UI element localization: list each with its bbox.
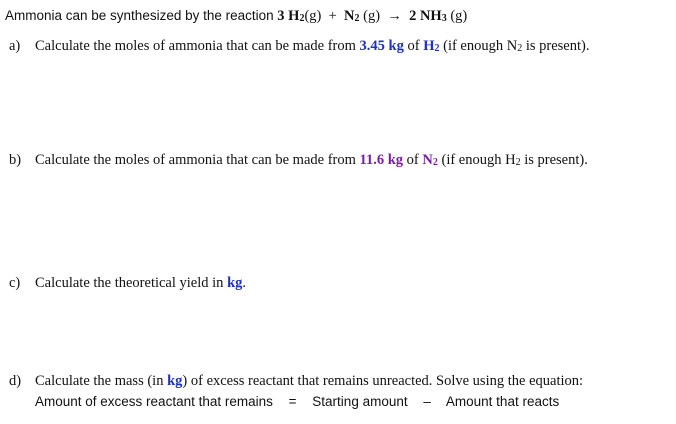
question-b [9, 152, 588, 169]
eq-nh3: 2 NH [409, 8, 442, 24]
eq-plus: + [328, 8, 337, 24]
question-b-of: of [406, 152, 419, 168]
question-d-unit: kg [167, 373, 183, 389]
eq-n2: N [344, 8, 355, 24]
question-b-condition-end: is present). [520, 152, 588, 168]
excess-equation-equals: = [288, 394, 297, 409]
question-a-element-symbol: H [423, 38, 435, 54]
question-d-label: d) [9, 373, 22, 389]
question-c-text: Calculate the theoretical yield in [35, 275, 224, 291]
eq-h2-phase: (g) [304, 8, 322, 24]
eq-n2-phase: (g) [359, 8, 381, 24]
excess-equation-start: Starting amount [312, 394, 408, 409]
reaction-equation [277, 8, 467, 24]
excess-equation [35, 394, 559, 409]
question-c-label: c) [9, 275, 21, 291]
question-a-label: a) [9, 38, 21, 54]
question-d-text: Calculate the mass (in [35, 373, 164, 389]
question-a-element-sub: 2 [434, 43, 440, 54]
question-b-condition-sub: 2 [515, 157, 521, 168]
question-a-of: of [407, 38, 420, 54]
excess-equation-minus: – [423, 394, 431, 409]
question-a-condition-sub: 2 [517, 43, 523, 54]
intro-line [5, 8, 467, 25]
question-a [9, 38, 589, 55]
question-a-condition-end: is present). [522, 38, 590, 54]
question-a-condition: (if enough N [443, 38, 518, 54]
question-b-amount: 11.6 kg [359, 152, 404, 168]
eq-nh3-sub: 3 [441, 13, 447, 24]
question-b-label: b) [9, 152, 22, 168]
question-c-end: . [242, 275, 247, 291]
question-d [9, 373, 583, 390]
question-c [9, 275, 246, 292]
question-c-unit: kg [227, 275, 243, 291]
eq-nh3-phase: (g) [446, 8, 468, 24]
reaction-arrow-icon: → [387, 8, 402, 24]
question-b-condition: (if enough H [441, 152, 516, 168]
excess-equation-right: Amount that reacts [445, 394, 560, 409]
eq-h2-coef: 3 H [277, 8, 300, 24]
excess-equation-left: Amount of excess reactant that remains [35, 394, 273, 409]
question-d-text-2: ) of excess reactant that remains unreacted. Solve using the equation: [182, 373, 584, 389]
eq-h2-sub: 2 [299, 13, 305, 24]
eq-n2-sub: 2 [354, 13, 360, 24]
question-b-text: Calculate the moles of ammonia that can be made from [35, 152, 356, 168]
question-a-text: Calculate the moles of ammonia that can be made from [35, 38, 356, 54]
question-a-element [423, 38, 439, 54]
question-b-element-sub: 2 [432, 157, 438, 168]
question-b-element-symbol: N [422, 152, 433, 168]
intro-text: Ammonia can be synthesized by the reaction [5, 8, 274, 23]
question-a-amount: 3.45 kg [359, 38, 404, 54]
question-b-element [422, 152, 437, 168]
